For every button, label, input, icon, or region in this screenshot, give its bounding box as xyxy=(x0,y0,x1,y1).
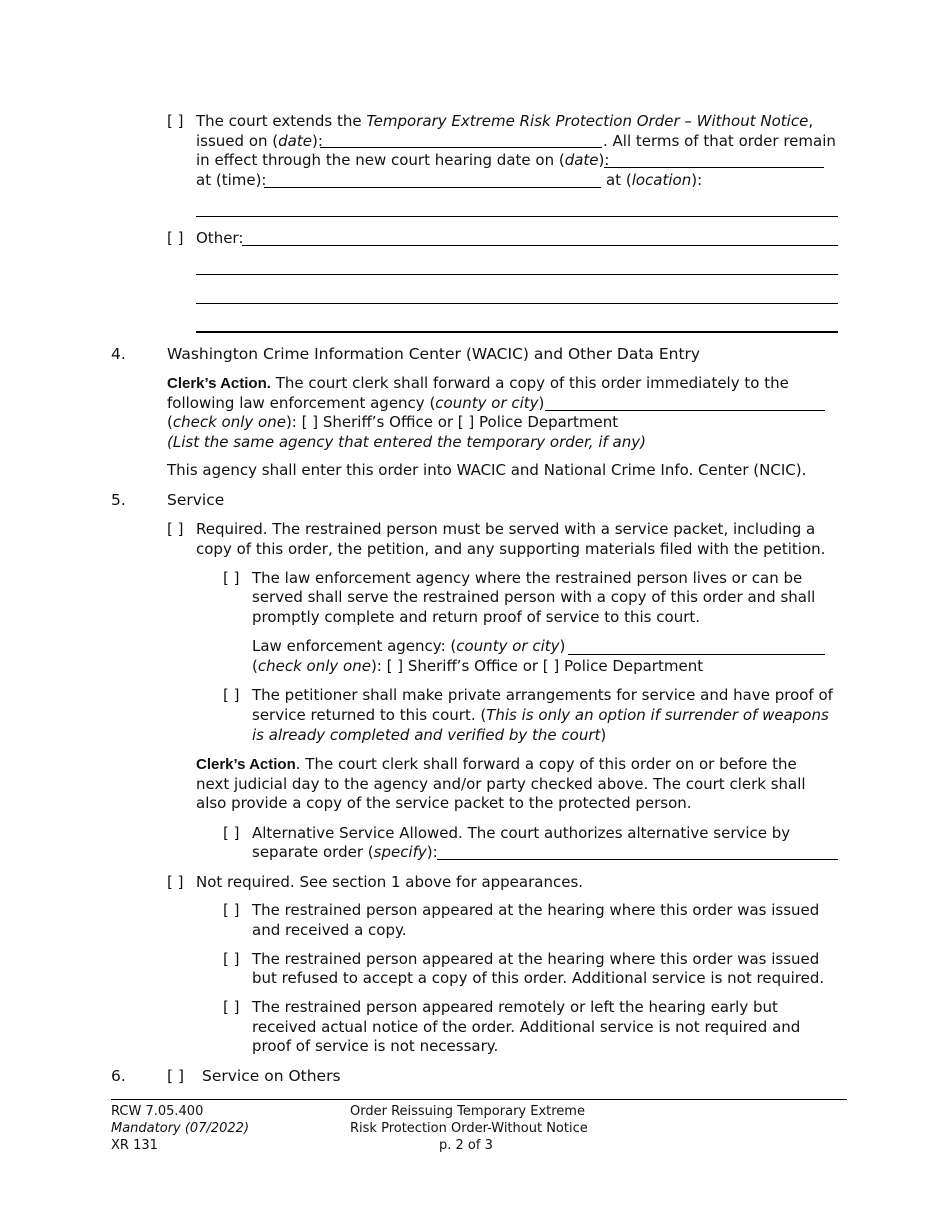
s4-text: The court clerk shall forward a copy of this order immediately to the xyxy=(270,374,789,392)
extend-text: ): xyxy=(311,132,323,150)
footer-mandatory: Mandatory (07/2022) xyxy=(111,1121,250,1136)
le-line-3: promptly complete and return proof of service to this court. xyxy=(252,608,701,626)
s4-clerk-line-1 xyxy=(167,373,789,394)
section-4-title: Washington Crime Information Center (WACIC) and Other Data Entry xyxy=(167,345,701,363)
petitioner-checkbox[interactable]: [ ] xyxy=(223,686,240,704)
other-field-line-2[interactable] xyxy=(196,274,838,275)
nr1-line-1: The restrained person appeared at the hearing where this order was issued xyxy=(252,901,820,919)
s5-text: Law enforcement agency: ( xyxy=(252,637,457,655)
extend-text: date xyxy=(564,151,599,169)
extend-text: issued on ( xyxy=(196,132,279,150)
other-field-line-3[interactable] xyxy=(196,303,838,304)
s5-clerk-line-1 xyxy=(196,754,797,775)
required-line-2: copy of this order, the petition, and any supporting materials filed with the petition. xyxy=(196,540,826,558)
le-line-2: served shall serve the restrained person with a copy of this order and shall xyxy=(252,588,816,606)
s5-text: check only one xyxy=(257,657,371,675)
s5-text: ) xyxy=(559,637,566,655)
s5-text: The court authorizes alternative service by xyxy=(462,824,791,842)
required-checkbox[interactable]: [ ] xyxy=(167,520,184,538)
issued-date-field[interactable] xyxy=(320,147,602,148)
pet-line-3 xyxy=(252,725,606,745)
service-on-others-checkbox[interactable]: [ ] xyxy=(167,1067,185,1085)
extend-text: location xyxy=(631,171,692,189)
clerks-action-heading: Clerk’s Action xyxy=(196,756,296,773)
nr1-line-2: and received a copy. xyxy=(252,921,407,939)
extend-text: in effect through the new court hearing date on ( xyxy=(196,151,565,169)
alt-line-2 xyxy=(252,842,438,862)
le-agency-label xyxy=(252,636,565,656)
s4-text: ) xyxy=(538,394,545,412)
order-name: Temporary Extreme Risk Protection Order – Without Notice xyxy=(366,112,809,130)
s5-text: is already completed and verified by the court xyxy=(252,726,601,744)
s5-text: ) xyxy=(600,726,607,744)
nr3-line-3: proof of service is not necessary. xyxy=(252,1037,499,1055)
s5-text: The law enforcement agency xyxy=(252,569,471,587)
s5-text: shall make private arrangements for service and have proof of xyxy=(357,686,833,704)
s5-clerk-line-2: next judicial day to the agency and/or party checked above. The court clerk shall xyxy=(196,775,806,793)
law-enforcement-checkbox[interactable]: [ ] xyxy=(223,569,240,587)
alt-line-1 xyxy=(252,823,790,843)
s5-text: ): xyxy=(426,843,438,861)
le-line-1 xyxy=(252,568,802,588)
time-label: at (time): xyxy=(196,171,267,189)
extend-line-1 xyxy=(196,111,813,131)
extend-line-3 xyxy=(196,150,609,170)
remote-notice-checkbox[interactable]: [ ] xyxy=(223,998,240,1016)
s4-text: following law enforcement agency ( xyxy=(167,394,436,412)
s5-text: specify xyxy=(373,843,427,861)
location-label xyxy=(606,170,702,190)
s5-text: . The court clerk shall forward a copy of this order on or before the xyxy=(295,755,797,773)
s4-clerk-line-3 xyxy=(167,412,618,432)
hearing-date-field[interactable] xyxy=(604,167,824,168)
nr2-line-2: but refused to accept a copy of this order. Additional service is not required. xyxy=(252,969,825,987)
section-4-number: 4. xyxy=(111,345,126,363)
s5-text: where the restrained person lives or can be xyxy=(470,569,803,587)
section-6-number: 6. xyxy=(111,1067,126,1085)
s4-data-entry-text: This agency shall enter this order into WACIC and National Crime Info. Center (NCIC). xyxy=(167,461,807,479)
extend-text: date xyxy=(278,132,312,150)
le-check-line xyxy=(252,656,703,676)
alternative-service-checkbox[interactable]: [ ] xyxy=(223,824,240,842)
section-5-number: 5. xyxy=(111,491,126,509)
section-6-title: Service on Others xyxy=(202,1067,341,1085)
s5-text: The restrained person must be served with a service packet, including a xyxy=(267,520,816,538)
s5-text: county or city xyxy=(456,637,560,655)
s5-text: ( xyxy=(252,657,258,675)
extend-text: ): xyxy=(691,171,703,189)
footer-form-number: XR 131 xyxy=(111,1138,158,1153)
pet-line-2 xyxy=(252,705,829,725)
s4-clerk-line-2 xyxy=(167,393,544,413)
le-agency-options: ): [ ] Sheriff’s Office or [ ] Police Department xyxy=(370,657,704,675)
s4-text: county or city xyxy=(435,394,539,412)
extend-text: The court extends the xyxy=(196,112,367,130)
required-line-1 xyxy=(196,519,815,539)
footer-title-line-2: Risk Protection Order-Without Notice xyxy=(350,1121,588,1136)
s4-text: check only one xyxy=(172,413,286,431)
footer-divider xyxy=(111,1099,847,1100)
appeared-received-checkbox[interactable]: [ ] xyxy=(223,901,240,919)
location-field[interactable] xyxy=(196,216,838,217)
extend-text: , xyxy=(808,112,814,130)
footer-page-number: p. 2 of 3 xyxy=(439,1138,493,1153)
footer-title-line-1: Order Reissuing Temporary Extreme xyxy=(350,1104,585,1119)
s5-text: Alternative Service Allowed. xyxy=(252,824,463,842)
other-checkbox[interactable]: [ ] xyxy=(167,229,184,247)
other-field-line-1[interactable] xyxy=(242,245,838,246)
s5-text: Not required. xyxy=(196,873,295,891)
other-field-line-4[interactable] xyxy=(196,331,838,333)
not-required-line xyxy=(196,872,583,892)
appeared-refused-checkbox[interactable]: [ ] xyxy=(223,950,240,968)
alt-service-specify-field[interactable] xyxy=(437,859,838,860)
s5-text: See section 1 above for appearances. xyxy=(294,873,584,891)
section-5-title: Service xyxy=(167,491,225,509)
nr3-line-1: The restrained person appeared remotely or left the hearing early but xyxy=(252,998,778,1016)
extend-text: at ( xyxy=(606,171,632,189)
s4-agency-options: ): [ ] Sheriff’s Office or [ ] Police Department xyxy=(285,413,619,431)
clerks-action-heading: Clerk’s Action. xyxy=(167,375,271,392)
extend-text: . All terms of that order remain xyxy=(603,132,836,150)
s5-text: The petitioner xyxy=(252,686,358,704)
s5-clerk-line-3: also provide a copy of the service packet to the protected person. xyxy=(196,794,692,812)
s5-text: This is only an option if surrender of weapons xyxy=(486,706,829,724)
s5-text: service returned to this court. ( xyxy=(252,706,487,724)
nr2-line-1: The restrained person appeared at the hearing where this order was issued xyxy=(252,950,820,968)
pet-line-1 xyxy=(252,685,833,705)
other-label: Other: xyxy=(196,229,244,247)
not-required-checkbox[interactable]: [ ] xyxy=(167,873,184,891)
s4-agency-note: (List the same agency that entered the temporary order, if any) xyxy=(167,433,646,451)
hearing-time-field[interactable] xyxy=(264,187,601,188)
s5-text: separate order ( xyxy=(252,843,374,861)
extend-checkbox[interactable]: [ ] xyxy=(167,112,184,130)
footer-rcw: RCW 7.05.400 xyxy=(111,1104,204,1119)
nr3-line-2: received actual notice of the order. Additional service is not required and xyxy=(252,1018,801,1036)
le-agency-field[interactable] xyxy=(568,654,825,655)
s5-text: Required. xyxy=(196,520,268,538)
extend-line-2 xyxy=(196,131,323,151)
s4-text: ( xyxy=(167,413,173,431)
s4-agency-field[interactable] xyxy=(545,410,825,411)
extend-text: ): xyxy=(598,151,610,169)
